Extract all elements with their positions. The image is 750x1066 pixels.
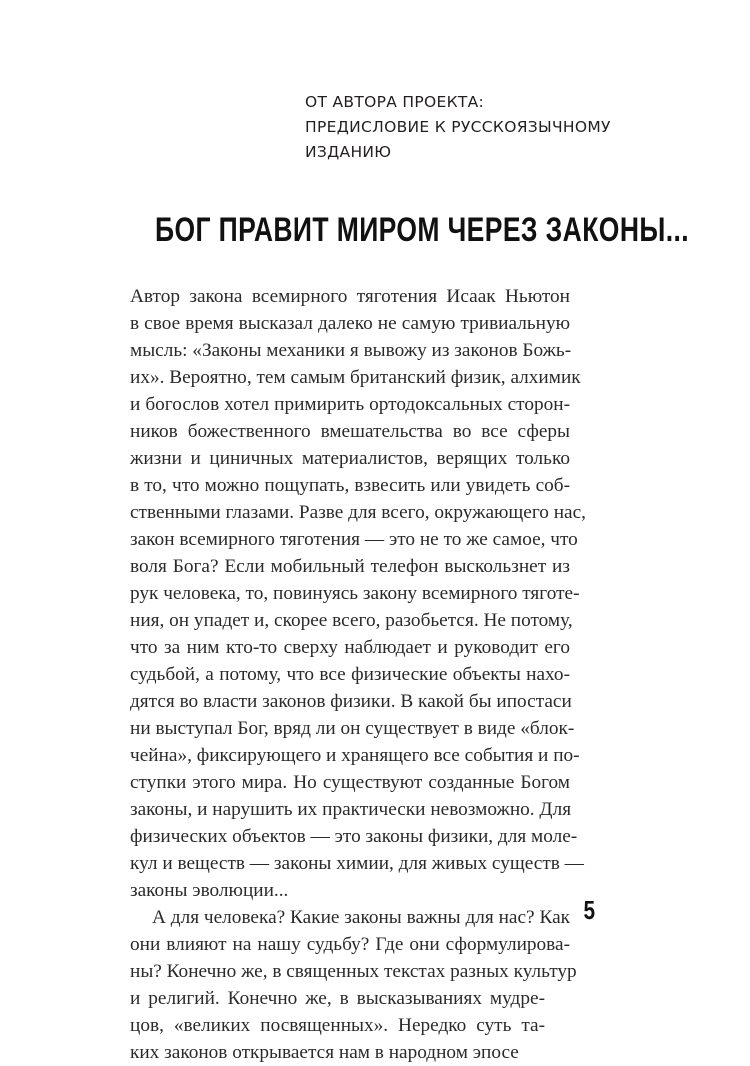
text-line: ственными глазами. Разве для всего, окружающего нас,: [130, 502, 586, 523]
page-number: 5: [583, 895, 596, 925]
text-line: в свое время высказал далеко не самую тривиальную: [130, 313, 570, 334]
text-line: жизни и циничных материалистов, верящих только: [130, 448, 570, 469]
chapter-header-line: ПРЕДИСЛОВИЕ К РУССКОЯЗЫЧНОМУ: [305, 118, 611, 136]
text-line: Автор закона всемирного тяготения Исаак Ньютон: [130, 286, 570, 307]
text-line: закон всемирного тяготения — это не то же самое, что: [130, 529, 578, 550]
text-line: дятся во власти законов физики. В какой бы ипостаси: [130, 691, 572, 712]
chapter-header-line: ОТ АВТОРА ПРОЕКТА:: [305, 93, 485, 111]
text-line: ни выступал Бог, вряд ли он существует в виде «блок-: [130, 718, 575, 739]
section-title: БОГ ПРАВИТ МИРОМ ЧЕРЕЗ ЗАКОНЫ...: [155, 211, 689, 249]
text-line: ких законов открывается нам в народном эпосе: [130, 1042, 519, 1063]
text-line: А для человека? Какие законы важны для нас? Как: [152, 907, 570, 928]
chapter-header: [305, 90, 611, 165]
text-line: чейна», фиксирующего и хранящего все события и по-: [130, 745, 580, 766]
text-line: ны? Конечно же, в священных текстах разных культур: [130, 961, 577, 982]
text-line: их». Вероятно, тем самым британский физик, алхимик: [130, 367, 581, 388]
body-text: [130, 283, 586, 1066]
chapter-header-line: ИЗДАНИЮ: [305, 143, 392, 161]
text-line: рук человека, то, повинуясь закону всемирного тяготе-: [130, 583, 580, 604]
text-line: и религий. Конечно же, в высказываниях мудре-: [130, 988, 545, 1009]
text-line: воля Бога? Если мобильный телефон выскользнет из: [130, 556, 570, 577]
text-line: что за ним кто-то сверху наблюдает и руководит его: [130, 637, 570, 658]
text-line: законы, и нарушить их практически невозможно. Для: [130, 799, 572, 820]
text-line: ступки этого мира. Но существуют созданные Богом: [130, 772, 570, 793]
text-line: цов, «великих посвященных». Нередко суть та-: [130, 1015, 545, 1036]
text-line: они влияют на нашу судьбу? Где они сформулирова-: [130, 934, 570, 955]
text-line: судьбой, а потому, что все физические объекты нахо-: [130, 664, 570, 685]
text-line: физических объектов — это законы физики, для моле-: [130, 826, 578, 847]
text-line: ников божественного вмешательства во все сферы: [130, 421, 570, 442]
text-line: и богослов хотел примирить ортодоксальных сторон-: [130, 394, 570, 415]
text-line: законы эволюции...: [130, 880, 289, 901]
text-line: кул и веществ — законы химии, для живых существ —: [130, 853, 584, 874]
text-line: мысль: «Законы механики я вывожу из законов Божь-: [130, 340, 572, 361]
text-line: в то, что можно пощупать, взвесить или увидеть соб-: [130, 475, 570, 496]
text-line: ния, он упадет и, скорее всего, разобьется. Не потому,: [130, 610, 573, 631]
